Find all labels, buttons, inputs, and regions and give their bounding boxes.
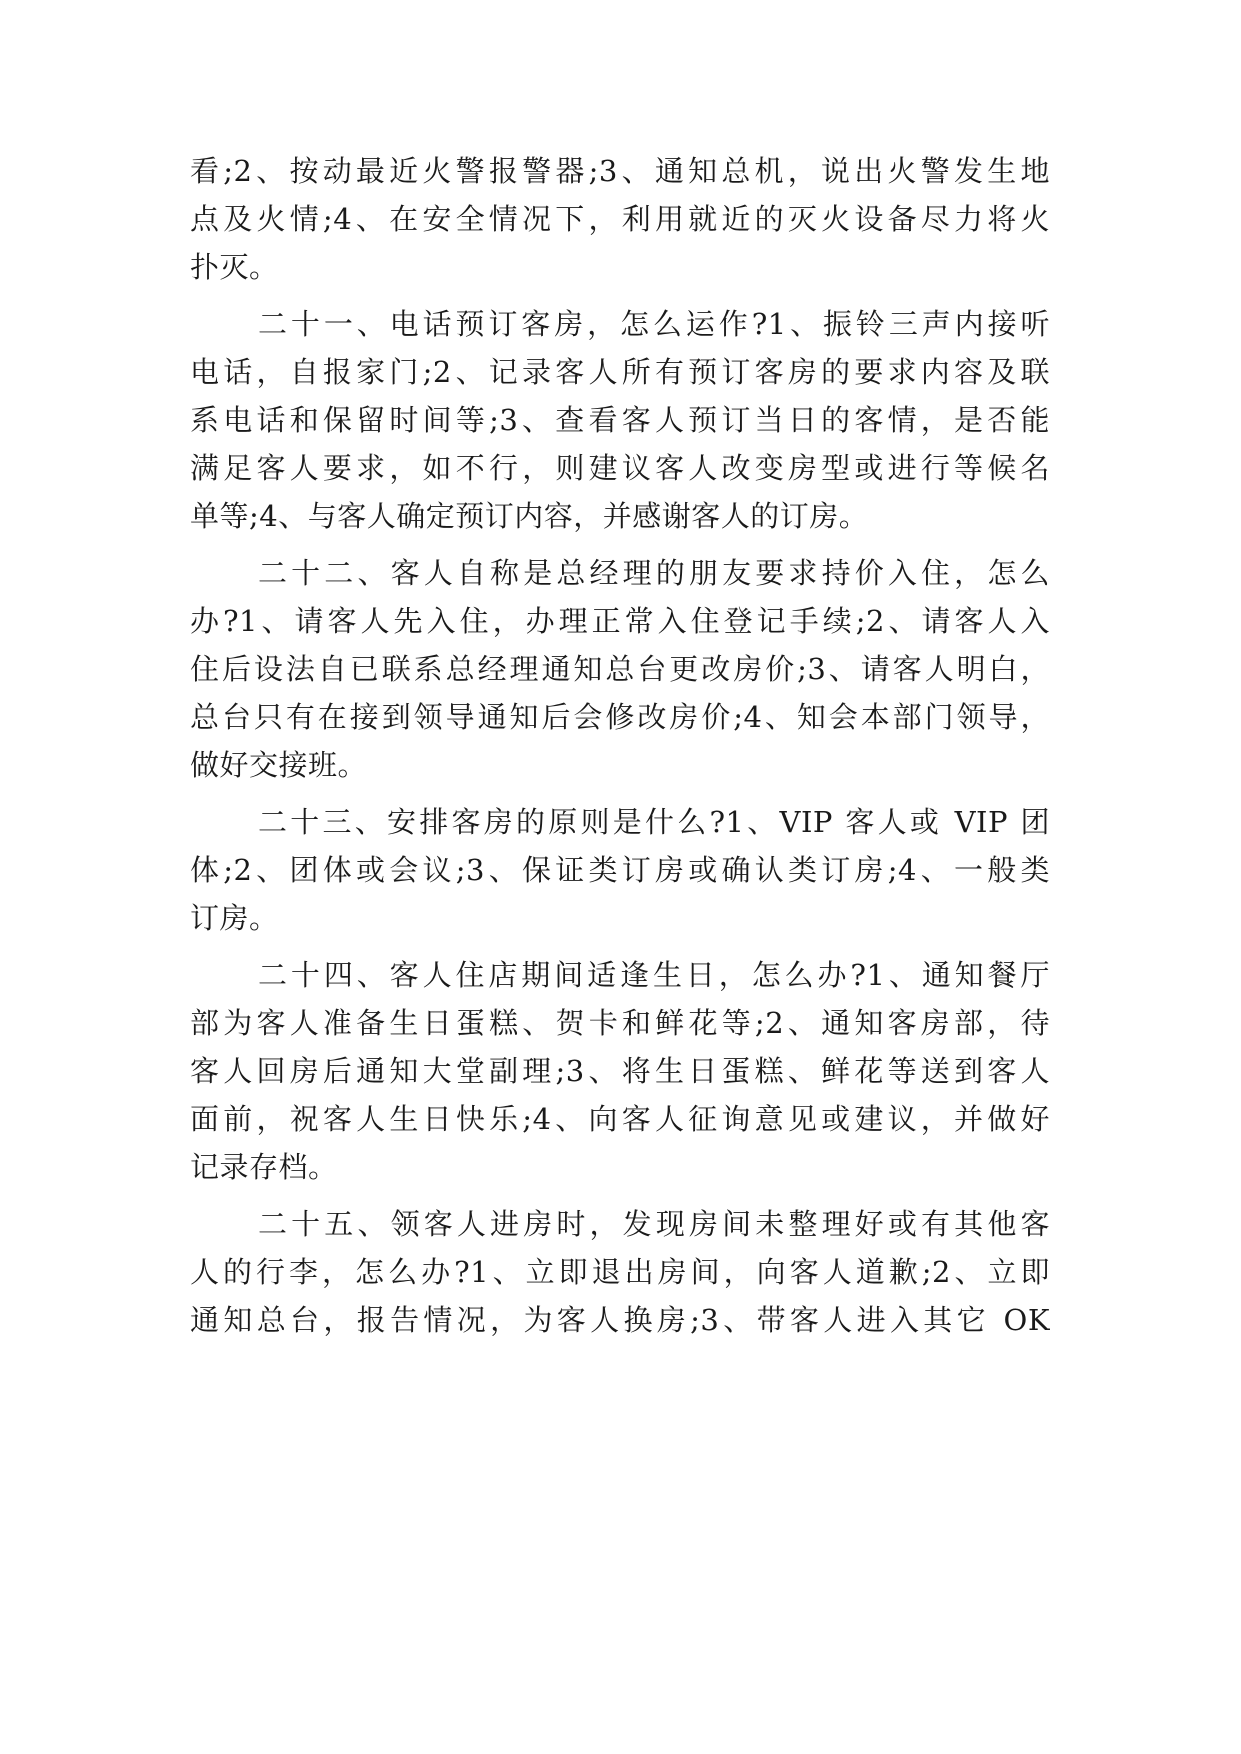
text-line: 通知总台，报告情况，为客人换房;3、带客人进入其它 OK — [190, 1303, 1050, 1337]
text-line: 人的行李，怎么办?1、立即退出房间，向客人道歉;2、立即 — [190, 1255, 1050, 1289]
text-line: 做好交接班。 — [190, 748, 368, 782]
text-line: 体;2、团体或会议;3、保证类订房或确认类订房;4、一般类 — [190, 853, 1050, 887]
text-line: 面前，祝客人生日快乐;4、向客人征询意见或建议，并做好 — [190, 1102, 1050, 1136]
text-line: 扑灭。 — [190, 250, 279, 284]
text-line: 订房。 — [190, 901, 279, 935]
paragraph-heading-line: 二十三、安排客房的原则是什么?1、VIP 客人或 VIP 团 — [258, 805, 1050, 839]
paragraph-heading-line: 二十二、客人自称是总经理的朋友要求持价入住，怎么 — [258, 556, 1050, 590]
text-line: 办?1、请客人先入住，办理正常入住登记手续;2、请客人入 — [190, 604, 1050, 638]
text-line: 看;2、按动最近火警报警器;3、通知总机，说出火警发生地 — [190, 154, 1050, 188]
text-line: 记录存档。 — [190, 1150, 338, 1184]
text-line: 住后设法自已联系总经理通知总台更改房价;3、请客人明白， — [190, 652, 1050, 686]
paragraph-heading-line: 二十四、客人住店期间适逢生日，怎么办?1、通知餐厅 — [258, 958, 1050, 992]
text-line: 总台只有在接到领导通知后会修改房价;4、知会本部门领导， — [190, 700, 1050, 734]
text-line: 电话，自报家门;2、记录客人所有预订客房的要求内容及联 — [190, 355, 1050, 389]
paragraph-heading-line: 二十一、电话预订客房，怎么运作?1、振铃三声内接听 — [258, 307, 1050, 341]
text-line: 满足客人要求，如不行，则建议客人改变房型或进行等候名 — [190, 451, 1050, 485]
text-line: 系电话和保留时间等;3、查看客人预订当日的客情，是否能 — [190, 403, 1050, 437]
text-line: 部为客人准备生日蛋糕、贺卡和鲜花等;2、通知客房部，待 — [190, 1006, 1050, 1040]
paragraph-heading-line: 二十五、领客人进房时，发现房间未整理好或有其他客 — [258, 1207, 1050, 1241]
text-line: 点及火情;4、在安全情况下，利用就近的灭火设备尽力将火 — [190, 202, 1050, 236]
text-line: 单等;4、与客人确定预订内容，并感谢客人的订房。 — [190, 499, 869, 533]
text-line: 客人回房后通知大堂副理;3、将生日蛋糕、鲜花等送到客人 — [190, 1054, 1050, 1088]
